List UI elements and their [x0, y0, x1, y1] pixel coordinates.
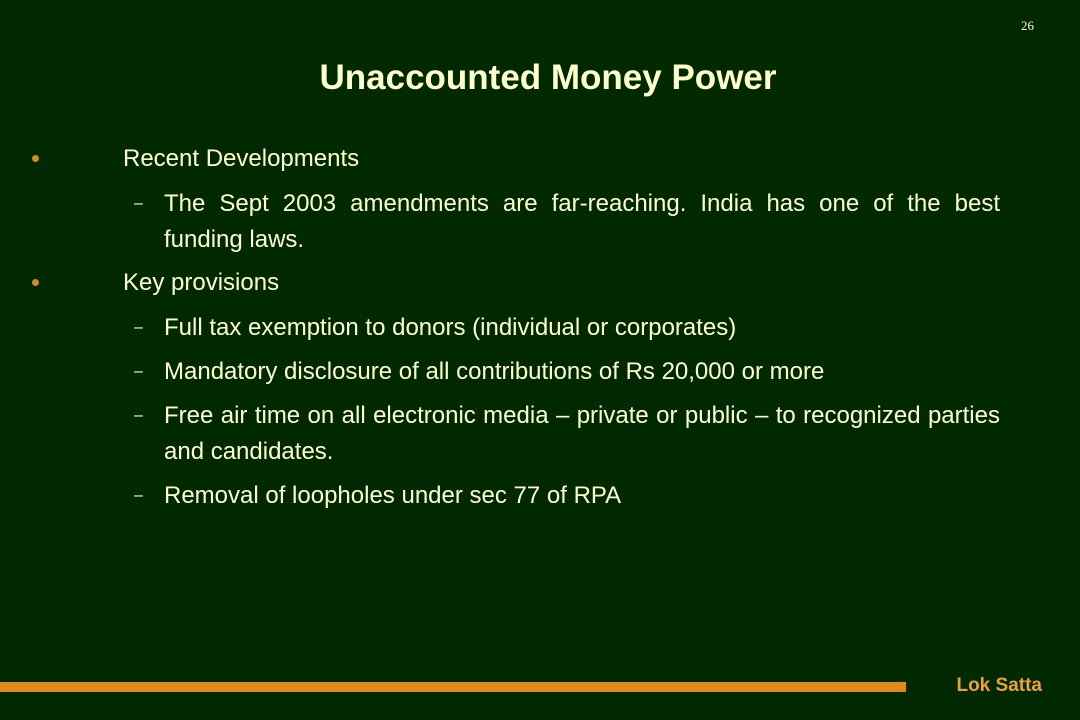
bullet-dot-icon: [32, 155, 39, 162]
slide-title: Unaccounted Money Power: [319, 58, 777, 97]
bullet-text: Key provisions: [123, 269, 280, 296]
bullet-item: [0, 264, 999, 302]
dash-icon: –: [134, 487, 143, 504]
dash-icon: –: [134, 363, 143, 380]
sub-bullet-item: [0, 310, 1000, 346]
sub-bullet-text: Full tax exemption to donors (individual or corporates): [164, 314, 737, 341]
dash-icon: –: [134, 319, 143, 336]
slide-content: [0, 140, 1080, 514]
bullet-dot-icon: [32, 279, 39, 286]
page-number: 26: [1021, 18, 1034, 33]
sub-bullet-text: Free air time on all electronic media – private or public – to recognized parties and candidates.: [164, 402, 1000, 465]
sub-bullet-item: [0, 186, 1000, 258]
sub-bullet-item: [0, 478, 1000, 514]
bullet-text: Recent Developments: [123, 145, 360, 172]
bullet-item: [0, 140, 999, 178]
dash-icon: –: [134, 407, 143, 424]
sub-bullet-item: [0, 398, 1000, 470]
sub-bullet-text: Mandatory disclosure of all contributions of Rs 20,000 or more: [164, 358, 825, 385]
footer-brand: Lok Satta: [956, 675, 1042, 696]
sub-bullet-item: [0, 354, 1000, 390]
sub-bullet-text: The Sept 2003 amendments are far-reaching. India has one of the best funding laws.: [164, 190, 1000, 253]
dash-icon: –: [134, 195, 143, 212]
footer-bar: [0, 682, 906, 692]
sub-bullet-text: Removal of loopholes under sec 77 of RPA: [164, 482, 622, 509]
